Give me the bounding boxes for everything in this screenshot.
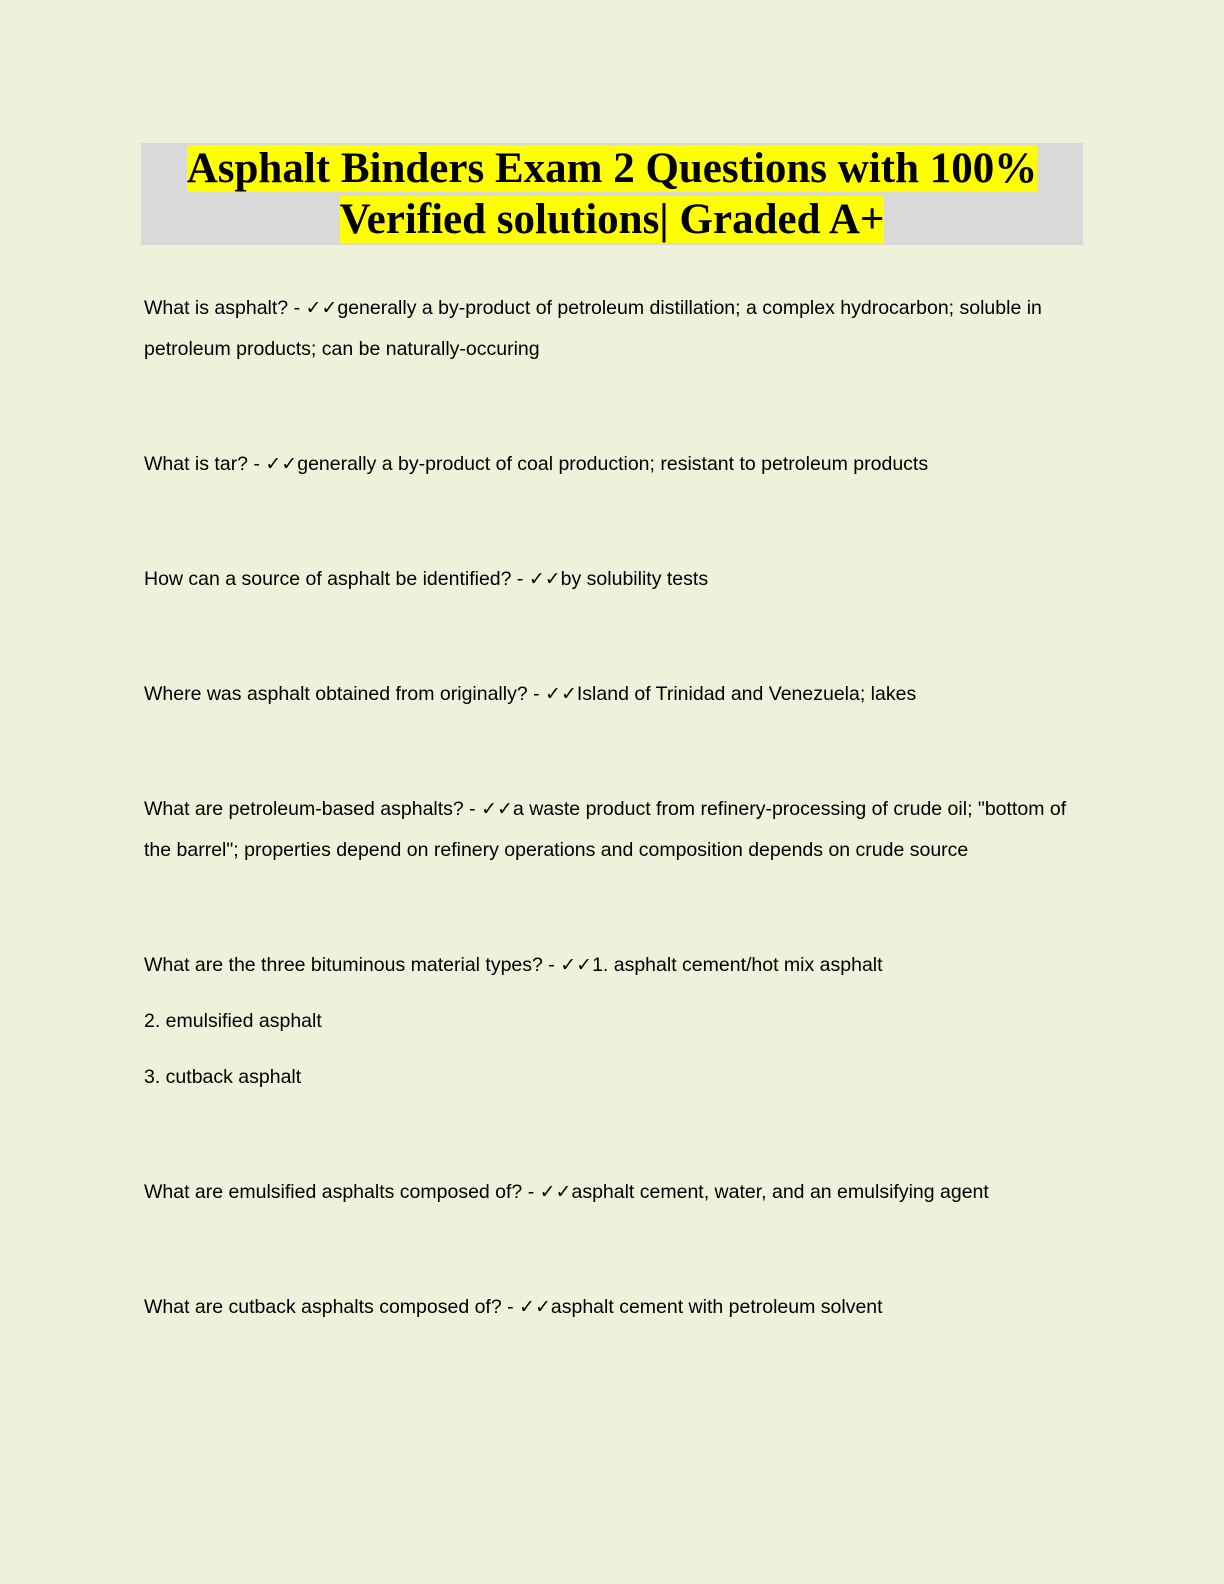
qa-paragraph — [144, 444, 1084, 485]
qa-paragraph — [144, 559, 1084, 600]
answer-text: by solubility tests — [560, 568, 709, 590]
separator: - — [248, 453, 266, 475]
qa-item — [144, 1172, 1084, 1213]
qa-paragraph — [144, 1287, 1084, 1328]
answer-text: 1. asphalt cement/hot mix asphalt — [592, 954, 883, 976]
qa-item — [144, 444, 1084, 485]
double-check-icon: ✓✓ — [481, 798, 513, 820]
title-line-2 — [141, 194, 1083, 245]
question-text: What is tar? — [144, 453, 249, 475]
qa-paragraph — [144, 1172, 1084, 1213]
title-text-2: Verified solutions| Graded A+ — [339, 196, 885, 243]
title-line-1 — [141, 143, 1083, 194]
double-check-icon: ✓✓ — [560, 954, 593, 976]
double-check-icon: ✓✓ — [528, 568, 561, 590]
qa-paragraph — [144, 789, 1084, 871]
question-text: What are petroleum-based asphalts? — [144, 798, 464, 820]
qa-item — [144, 789, 1084, 871]
separator: - — [501, 1296, 520, 1318]
separator: - — [288, 297, 306, 319]
question-text: What are cutback asphalts composed of? — [144, 1296, 502, 1318]
answer-list-item: 2. emulsified asphalt — [144, 1010, 322, 1032]
double-check-icon: ✓✓ — [305, 297, 338, 319]
separator: - — [463, 798, 482, 820]
answer-text: asphalt cement, water, and an emulsifying agent — [571, 1181, 989, 1203]
answer-text: generally a by-product of coal production; resistant to petroleum products — [297, 453, 929, 475]
answer-list-item: 3. cutback asphalt — [144, 1066, 302, 1088]
question-text: What is asphalt? — [144, 297, 289, 319]
separator: - — [542, 954, 561, 976]
qa-item — [144, 945, 1084, 1098]
answer-text: a waste product from refinery-processing of crude oil; "bottom of the barrel"; properties depend on refinery operations and composition depends on crude source — [144, 798, 1067, 861]
qa-paragraph — [144, 674, 1084, 715]
document-title — [141, 143, 1083, 245]
double-check-icon: ✓✓ — [265, 453, 298, 475]
qa-paragraph — [144, 945, 1084, 986]
qa-item — [144, 674, 1084, 715]
question-text: How can a source of asphalt be identified? — [144, 568, 512, 590]
answer-text: generally a by-product of petroleum distillation; a complex hydrocarbon; soluble in petroleum products; can be naturally-occuring — [144, 297, 1042, 360]
separator: - — [522, 1181, 540, 1203]
title-text-1: Asphalt Binders Exam 2 Questions with 100% — [186, 145, 1038, 192]
qa-item — [144, 288, 1084, 370]
qa-list — [144, 288, 1084, 1402]
separator: - — [527, 683, 546, 705]
answer-text: asphalt cement with petroleum solvent — [550, 1296, 883, 1318]
qa-item — [144, 559, 1084, 600]
question-text: What are emulsified asphalts composed of? — [144, 1181, 523, 1203]
double-check-icon: ✓✓ — [545, 683, 577, 705]
separator: - — [511, 568, 529, 590]
question-text: What are the three bituminous material types? — [144, 954, 543, 976]
question-text: Where was asphalt obtained from originally? — [144, 683, 528, 705]
qa-item — [144, 1287, 1084, 1328]
double-check-icon: ✓✓ — [519, 1296, 551, 1318]
answer-text: Island of Trinidad and Venezuela; lakes — [576, 683, 917, 705]
qa-paragraph — [144, 288, 1084, 370]
double-check-icon: ✓✓ — [539, 1181, 572, 1203]
